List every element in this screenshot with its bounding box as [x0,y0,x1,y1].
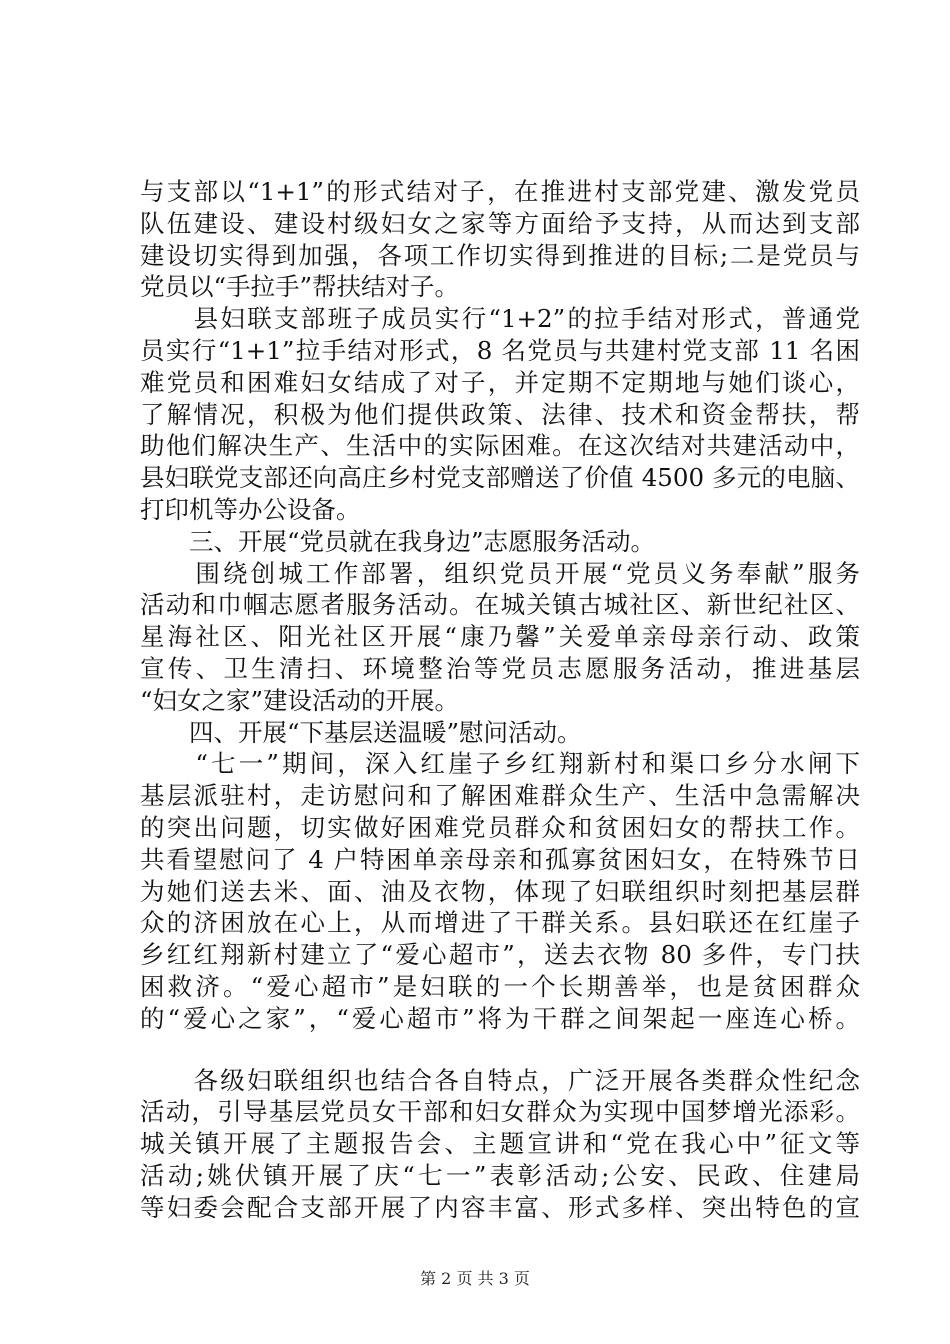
text-line: 建设切实得到加强，各项工作切实得到推进的目标;二是党员与 [140,240,860,270]
text-line: 员实行“1+1”拉手结对形式，8 名党员与共建村党支部 11 名困 [140,335,860,365]
text-line: 为她们送去米、面、油及衣物，体现了妇联组织时刻把基层群 [140,876,860,906]
text-line: 基层派驻村，走访慰问和了解困难群众生产、生活中急需解决 [140,781,860,811]
text-line: “妇女之家”建设活动的开展。 [140,685,460,715]
text-line: 县妇联支部班子成员实行“1+2”的拉手结对形式，普通党 [140,304,860,334]
text-line: 困救济。“爱心超市”是妇联的一个长期善举，也是贫困群众 [140,971,860,1001]
text-line: “七一”期间，深入红崖子乡红翔新村和渠口乡分水闸下 [140,749,860,779]
paragraph-3 [140,558,860,717]
text-line: 与支部以“1+1”的形式结对子，在推进村支部党建、激发党员 [140,177,860,206]
heading-3 [140,526,860,558]
text-line: 四、开展“下基层送温暖”慰问活动。 [140,717,582,747]
text-line: 宣传、卫生清扫、环境整治等党员志愿服务活动，推进基层 [140,653,860,683]
text-line: 三、开展“党员就在我身边”志愿服务活动。 [140,526,656,556]
heading-4 [140,717,860,749]
text-line: 城关镇开展了主题报告会、主题宣讲和“党在我心中”征文等 [140,1129,860,1159]
text-line: 星海社区、阳光社区开展“康乃馨”关爱单亲母亲行动、政策 [140,622,860,652]
text-line: 党员以“手拉手”帮扶结对子。 [140,272,460,302]
paragraph-1 [140,176,860,303]
text-line: 活动;姚伏镇开展了庆“七一”表彰活动;公安、民政、住建局 [140,1160,860,1190]
text-line: 难党员和困难妇女结成了对子，并定期不定期地与她们谈心， [140,367,860,397]
text-line: 县妇联党支部还向高庄乡村党支部赠送了价值 4500 多元的电脑、 [140,463,860,493]
text-line: 众的济困放在心上，从而增进了干群关系。县妇联还在红崖子 [140,908,860,938]
text-line: 共看望慰问了 4 户特困单亲母亲和孤寡贫困妇女，在特殊节日 [140,844,860,874]
text-line: 等妇委会配合支部开展了内容丰富、形式多样、突出特色的宣 [140,1192,860,1222]
paragraph-gap [140,1035,860,1065]
text-line: 了解情况，积极为他们提供政策、法律、技术和资金帮扶，帮 [140,399,860,429]
document-body [140,176,860,1224]
text-line: 各级妇联组织也结合各自特点，广泛开展各类群众性纪念 [140,1065,860,1095]
text-line: 的突出问题，切实做好困难党员群众和贫困妇女的帮扶工作。 [140,812,860,842]
page-footer: 第 2 页 共 3 页 [420,1269,530,1288]
text-line: 活动和巾帼志愿者服务活动。在城关镇古城社区、新世纪社区、 [140,590,860,620]
text-line: 助他们解决生产、生活中的实际困难。在这次结对共建活动中， [140,431,860,461]
text-line: 乡红红翔新村建立了“爱心超市”，送去衣物 80 多件，专门扶 [140,940,860,970]
text-line: 打印机等办公设备。 [140,494,361,524]
text-line: 活动，引导基层党员女干部和妇女群众为实现中国梦增光添彩。 [140,1097,860,1127]
paragraph-5 [140,1065,860,1224]
text-line: 围绕创城工作部署，组织党员开展“党员义务奉献”服务 [140,558,860,588]
text-line: 的“爱心之家”，“爱心超市”将为干群之间架起一座连心桥。 [140,1003,860,1033]
paragraph-2 [140,303,860,526]
paragraph-4 [140,748,860,1034]
text-line: 队伍建设、建设村级妇女之家等方面给予支持，从而达到支部 [140,208,860,238]
